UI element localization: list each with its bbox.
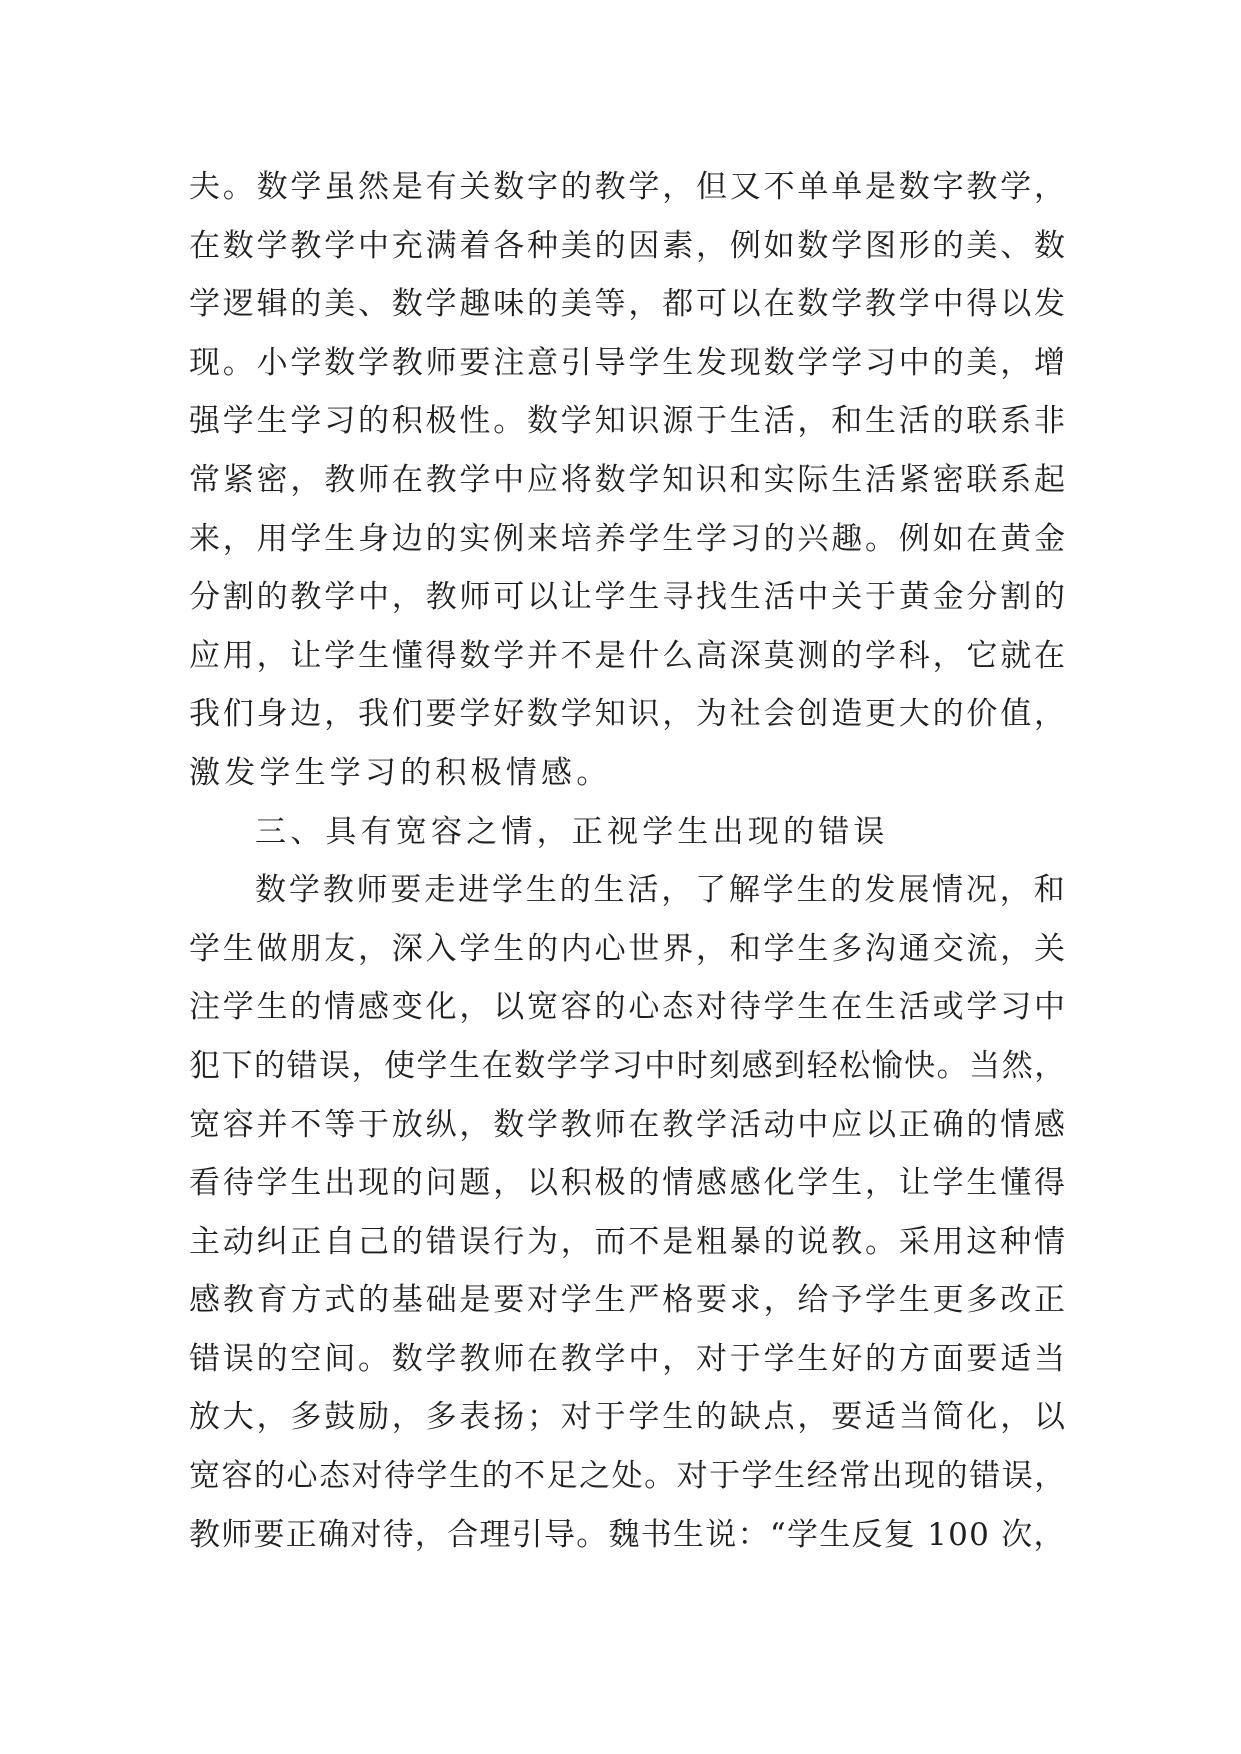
text-line: 强学生学习的积极性。数学知识源于生活，和生活的联系非 bbox=[189, 403, 1068, 440]
text-line: 学生做朋友，深入学生的内心世界，和学生多沟通交流，关 bbox=[189, 930, 1068, 967]
text-line: 看待学生出现的问题，以积极的情感感化学生，让学生懂得 bbox=[189, 1165, 1068, 1202]
text-line: 在数学教学中充满着各种美的因素，例如数学图形的美、数 bbox=[189, 227, 1068, 264]
text-line: 错误的空间。数学教师在教学中，对于学生好的方面要适当 bbox=[189, 1340, 1068, 1377]
text-line: 现。小学数学教师要注意引导学生发现数学学习中的美，增 bbox=[189, 344, 1068, 381]
text-line: 宽容的心态对待学生的不足之处。对于学生经常出现的错误， bbox=[189, 1458, 1067, 1495]
text-line: 激发学生学习的积极情感。 bbox=[189, 754, 612, 791]
body-text bbox=[189, 158, 1069, 1564]
text-line: 宽容并不等于放纵，数学教师在教学活动中应以正确的情感 bbox=[189, 1106, 1068, 1143]
text-line: 夫。数学虽然是有关数字的教学，但又不单单是数字教学， bbox=[189, 169, 1068, 205]
text-line: 学逻辑的美、数学趣味的美等，都可以在数学教学中得以发 bbox=[189, 286, 1068, 323]
text-line: 犯下的错误，使学生在数学学习中时刻感到轻松愉快。当然， bbox=[189, 1047, 1067, 1084]
text-line: 数学教师要走进学生的生活，了解学生的发展情况，和 bbox=[255, 872, 1068, 909]
text-line: 常紧密，教师在教学中应将数学知识和实际生活紧密联系起 bbox=[189, 461, 1068, 498]
text-line: 教师要正确对待，合理引导。魏书生说：“学生反复 100 次， bbox=[189, 1516, 1066, 1553]
text-line: 主动纠正自己的错误行为，而不是粗暴的说教。采用这种情 bbox=[189, 1223, 1068, 1260]
text-line: 分割的教学中，教师可以让学生寻找生活中关于黄金分割的 bbox=[189, 579, 1068, 616]
section-heading: 三、具有宽容之情，正视学生出现的错误 bbox=[255, 813, 889, 850]
text-line: 来，用学生身边的实例来培养学生学习的兴趣。例如在黄金 bbox=[189, 520, 1068, 557]
text-line: 注学生的情感变化，以宽容的心态对待学生在生活或学习中 bbox=[189, 989, 1068, 1026]
text-line: 我们身边，我们要学好数学知识，为社会创造更大的价值， bbox=[189, 696, 1068, 733]
text-line: 放大，多鼓励，多表扬；对于学生的缺点，要适当简化，以 bbox=[189, 1399, 1068, 1436]
text-line: 应用，让学生懂得数学并不是什么高深莫测的学科，它就在 bbox=[189, 637, 1068, 674]
text-line: 感教育方式的基础是要对学生严格要求，给予学生更多改正 bbox=[189, 1282, 1068, 1319]
